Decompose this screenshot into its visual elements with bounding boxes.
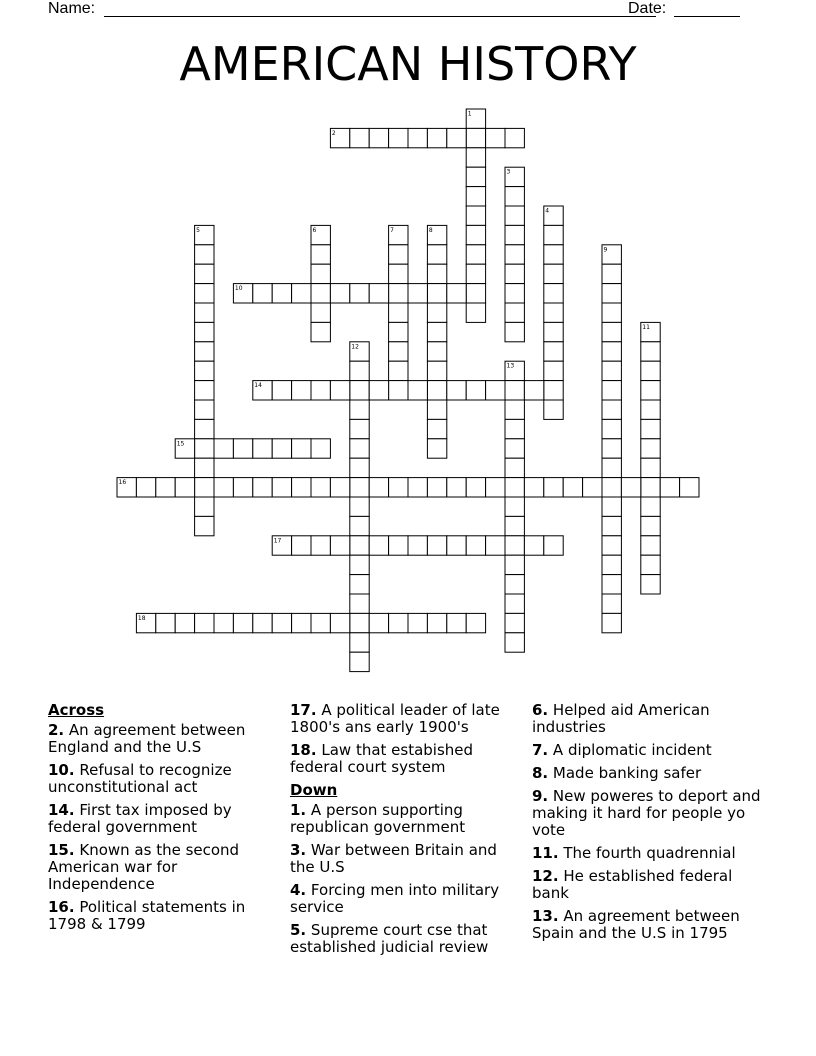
- clue-down-13: 13. An agreement between Spain and the U.S in 1795: [532, 907, 740, 942]
- page-title: AMERICAN HISTORY: [179, 37, 637, 91]
- grid-cell[interactable]: [602, 439, 621, 458]
- cell-number: 7: [390, 226, 394, 234]
- grid-cell[interactable]: [505, 225, 524, 244]
- grid-cell[interactable]: [427, 284, 446, 303]
- grid-cell[interactable]: [447, 284, 466, 303]
- grid-cell[interactable]: [602, 342, 621, 361]
- grid-cell[interactable]: [427, 381, 446, 400]
- grid-cell[interactable]: [389, 245, 408, 264]
- grid-cell[interactable]: [505, 536, 524, 555]
- grid-cell[interactable]: [350, 284, 369, 303]
- grid-cell[interactable]: [350, 361, 369, 380]
- grid-cell[interactable]: [350, 652, 369, 671]
- grid-cell[interactable]: [505, 555, 524, 574]
- grid-cell[interactable]: [389, 322, 408, 341]
- grid-cell[interactable]: [505, 361, 524, 380]
- grid-cell[interactable]: [466, 148, 485, 167]
- grid-cell[interactable]: [389, 478, 408, 497]
- grid-cell[interactable]: [350, 516, 369, 535]
- grid-cell[interactable]: [602, 478, 621, 497]
- grid-cell[interactable]: [505, 613, 524, 632]
- grid-cell[interactable]: [602, 497, 621, 516]
- grid-cell[interactable]: [233, 439, 252, 458]
- grid-cell[interactable]: [524, 536, 543, 555]
- cell-number: 3: [506, 168, 511, 176]
- header: [48, 0, 748, 22]
- grid-cell[interactable]: [505, 167, 524, 186]
- grid-cell[interactable]: [641, 419, 660, 438]
- grid-cell[interactable]: [641, 439, 660, 458]
- grid-cell[interactable]: [641, 497, 660, 516]
- grid-cell[interactable]: [427, 613, 446, 632]
- grid-cell[interactable]: [233, 284, 252, 303]
- grid-cell[interactable]: [660, 478, 679, 497]
- across-heading: Across: [48, 701, 105, 719]
- clue-down-3: 3. War between Britain and the U.S: [290, 841, 497, 876]
- grid-cell[interactable]: [602, 381, 621, 400]
- grid-cell[interactable]: [253, 381, 272, 400]
- grid-cell[interactable]: [602, 516, 621, 535]
- grid-cell[interactable]: [427, 342, 446, 361]
- grid-cell[interactable]: [272, 478, 291, 497]
- grid-cell[interactable]: [311, 303, 330, 322]
- grid-cell[interactable]: [524, 381, 543, 400]
- grid-cell[interactable]: [447, 613, 466, 632]
- grid-cell[interactable]: [486, 381, 505, 400]
- grid-cell[interactable]: [466, 613, 485, 632]
- grid-cell[interactable]: [641, 322, 660, 341]
- grid-cell[interactable]: [350, 400, 369, 419]
- grid-cell[interactable]: [330, 381, 349, 400]
- grid-cell[interactable]: [369, 284, 388, 303]
- grid-cell[interactable]: [389, 361, 408, 380]
- grid-cell[interactable]: [466, 284, 485, 303]
- grid-cell[interactable]: [641, 381, 660, 400]
- grid-cell[interactable]: [195, 381, 214, 400]
- grid-cell[interactable]: [311, 245, 330, 264]
- grid-cell[interactable]: [350, 555, 369, 574]
- grid-cell[interactable]: [505, 419, 524, 438]
- grid-cell[interactable]: [350, 458, 369, 477]
- cell-number: 5: [196, 226, 200, 234]
- grid-cell[interactable]: [466, 264, 485, 283]
- grid-cell[interactable]: [408, 284, 427, 303]
- grid-cell[interactable]: [641, 516, 660, 535]
- grid-cell[interactable]: [350, 342, 369, 361]
- grid-cell[interactable]: [466, 109, 485, 128]
- grid-cell[interactable]: [311, 322, 330, 341]
- grid-cell[interactable]: [680, 478, 699, 497]
- grid-cell[interactable]: [544, 206, 563, 225]
- grid-cell[interactable]: [602, 536, 621, 555]
- grid-cell[interactable]: [602, 245, 621, 264]
- grid-cell[interactable]: [330, 284, 349, 303]
- grid-cell[interactable]: [544, 342, 563, 361]
- grid-cell[interactable]: [350, 478, 369, 497]
- clue-across-18: 18. Law that estabished federal court system: [290, 741, 474, 776]
- cell-number: 1: [467, 110, 472, 118]
- grid-cell[interactable]: [136, 613, 155, 632]
- grid-cell[interactable]: [195, 342, 214, 361]
- grid-cell[interactable]: [350, 128, 369, 147]
- grid-cell[interactable]: [195, 284, 214, 303]
- grid-cell[interactable]: [466, 536, 485, 555]
- grid-cell[interactable]: [311, 613, 330, 632]
- grid-cell[interactable]: [311, 536, 330, 555]
- grid-cell[interactable]: [563, 478, 582, 497]
- grid-cell[interactable]: [505, 478, 524, 497]
- grid-cell[interactable]: [602, 284, 621, 303]
- grid-cell[interactable]: [389, 613, 408, 632]
- grid-cell[interactable]: [486, 478, 505, 497]
- grid-cell[interactable]: [602, 458, 621, 477]
- grid-cell[interactable]: [602, 575, 621, 594]
- grid-cell[interactable]: [350, 594, 369, 613]
- clue-down-11: 11. The fourth quadrennial: [532, 844, 736, 862]
- grid-cell[interactable]: [466, 128, 485, 147]
- clue-down-6: 6. Helped aid American industries: [532, 701, 710, 736]
- grid-cell[interactable]: [602, 322, 621, 341]
- grid-cell[interactable]: [233, 613, 252, 632]
- grid-cell[interactable]: [214, 439, 233, 458]
- grid-cell[interactable]: [427, 225, 446, 244]
- grid-cell[interactable]: [505, 458, 524, 477]
- grid-cell[interactable]: [505, 516, 524, 535]
- grid-cell[interactable]: [253, 613, 272, 632]
- grid-cell[interactable]: [505, 284, 524, 303]
- grid-cell[interactable]: [544, 381, 563, 400]
- grid-cell[interactable]: [583, 478, 602, 497]
- grid-cell[interactable]: [466, 478, 485, 497]
- grid-cell[interactable]: [350, 381, 369, 400]
- grid-cell[interactable]: [369, 536, 388, 555]
- grid-cell[interactable]: [641, 400, 660, 419]
- grid-cell[interactable]: [427, 322, 446, 341]
- grid-cell[interactable]: [408, 536, 427, 555]
- grid-cell[interactable]: [466, 206, 485, 225]
- grid-cell[interactable]: [544, 361, 563, 380]
- grid-cell[interactable]: [350, 536, 369, 555]
- grid-cell[interactable]: [486, 128, 505, 147]
- grid-cell[interactable]: [427, 419, 446, 438]
- grid-cell[interactable]: [505, 594, 524, 613]
- grid-cell[interactable]: [195, 225, 214, 244]
- grid-cell[interactable]: [427, 400, 446, 419]
- clue-across-15: 15. Known as the second American war for Independence: [48, 841, 240, 893]
- grid-cell[interactable]: [389, 342, 408, 361]
- grid-cell[interactable]: [427, 264, 446, 283]
- clue-down-4: 4. Forcing men into military service: [290, 881, 500, 916]
- grid-cell[interactable]: [311, 381, 330, 400]
- grid-cell[interactable]: [641, 575, 660, 594]
- grid-cell[interactable]: [427, 439, 446, 458]
- grid-cell[interactable]: [311, 478, 330, 497]
- grid-cell[interactable]: [195, 400, 214, 419]
- grid-cell[interactable]: [369, 478, 388, 497]
- clue-down-9: 9. New poweres to deport and making it hard for people yo vote: [532, 787, 761, 839]
- grid-cell[interactable]: [156, 613, 175, 632]
- clue-across-16: 16. Political statements in 1798 & 1799: [48, 898, 246, 933]
- grid-cell[interactable]: [311, 439, 330, 458]
- name-line[interactable]: [104, 16, 656, 17]
- grid-cell[interactable]: [389, 536, 408, 555]
- grid-cell[interactable]: [466, 381, 485, 400]
- grid-cell[interactable]: [602, 419, 621, 438]
- grid-cell[interactable]: [602, 613, 621, 632]
- grid-cell[interactable]: [427, 478, 446, 497]
- grid-cell[interactable]: [389, 284, 408, 303]
- grid-cell[interactable]: [389, 264, 408, 283]
- grid-cell[interactable]: [544, 264, 563, 283]
- grid-cell[interactable]: [544, 536, 563, 555]
- grid-cell[interactable]: [641, 536, 660, 555]
- grid-cell[interactable]: [544, 478, 563, 497]
- grid-cell[interactable]: [466, 303, 485, 322]
- grid-cell[interactable]: [311, 264, 330, 283]
- grid-cell[interactable]: [505, 633, 524, 652]
- grid-cell[interactable]: [350, 439, 369, 458]
- grid-cell[interactable]: [253, 478, 272, 497]
- grid-cell[interactable]: [621, 478, 640, 497]
- grid-cell[interactable]: [272, 439, 291, 458]
- grid-cell[interactable]: [369, 613, 388, 632]
- grid-cell[interactable]: [408, 613, 427, 632]
- grid-cell[interactable]: [447, 128, 466, 147]
- grid-cell[interactable]: [602, 400, 621, 419]
- grid-cell[interactable]: [641, 458, 660, 477]
- grid-cell[interactable]: [195, 419, 214, 438]
- clue-across-2: 2. An agreement between England and the U.S: [48, 721, 246, 756]
- grid-cell[interactable]: [195, 264, 214, 283]
- grid-cell[interactable]: [641, 342, 660, 361]
- grid-cell[interactable]: [486, 536, 505, 555]
- clue-down-7: 7. A diplomatic incident: [532, 741, 712, 759]
- grid-cell[interactable]: [427, 128, 446, 147]
- down-heading: Down: [290, 781, 338, 799]
- grid-cell[interactable]: [330, 536, 349, 555]
- grid-cell[interactable]: [505, 206, 524, 225]
- cell-number: 4: [545, 207, 550, 215]
- date-label: Date:: [628, 0, 667, 17]
- grid-cell[interactable]: [505, 439, 524, 458]
- grid-cell[interactable]: [389, 128, 408, 147]
- grid-cell[interactable]: [175, 613, 194, 632]
- grid-cell[interactable]: [292, 478, 311, 497]
- cell-number: 9: [603, 246, 608, 254]
- grid-cell[interactable]: [195, 303, 214, 322]
- cell-number: 12: [351, 343, 359, 351]
- grid-cell[interactable]: [369, 381, 388, 400]
- clue-across-10: 10. Refusal to recognize unconstitutional act: [48, 761, 232, 796]
- grid-cell[interactable]: [427, 536, 446, 555]
- clue-down-8: 8. Made banking safer: [532, 764, 702, 782]
- grid-cell[interactable]: [544, 284, 563, 303]
- grid-cell[interactable]: [505, 400, 524, 419]
- grid-cell[interactable]: [350, 419, 369, 438]
- grid-cell[interactable]: [330, 128, 349, 147]
- grid-cell[interactable]: [330, 478, 349, 497]
- grid-cell[interactable]: [505, 264, 524, 283]
- grid-cell[interactable]: [641, 478, 660, 497]
- clues-column-3: [532, 702, 768, 948]
- grid-cell[interactable]: [602, 303, 621, 322]
- grid-cell[interactable]: [505, 303, 524, 322]
- grid-cell[interactable]: [272, 613, 291, 632]
- grid-cell[interactable]: [389, 381, 408, 400]
- grid-cell[interactable]: [466, 245, 485, 264]
- grid-cell[interactable]: [350, 575, 369, 594]
- cell-number: 6: [312, 226, 317, 234]
- grid-cell[interactable]: [214, 478, 233, 497]
- grid-cell[interactable]: [466, 225, 485, 244]
- grid-cell[interactable]: [544, 322, 563, 341]
- grid-cell[interactable]: [272, 284, 291, 303]
- grid-cell[interactable]: [253, 439, 272, 458]
- cell-number: 2: [331, 129, 336, 137]
- grid-cell[interactable]: [195, 516, 214, 535]
- grid-cell[interactable]: [408, 381, 427, 400]
- grid-cell[interactable]: [195, 439, 214, 458]
- cell-number: 16: [118, 479, 127, 487]
- cell-number: 14: [254, 382, 262, 390]
- grid-cell[interactable]: [389, 303, 408, 322]
- grid-cell[interactable]: [602, 361, 621, 380]
- grid-cell[interactable]: [544, 400, 563, 419]
- grid-cell[interactable]: [389, 225, 408, 244]
- grid-cell[interactable]: [175, 439, 194, 458]
- grid-cell[interactable]: [466, 187, 485, 206]
- grid-cell[interactable]: [505, 381, 524, 400]
- grid-cell[interactable]: [253, 284, 272, 303]
- grid-cell[interactable]: [641, 555, 660, 574]
- cell-number: 11: [642, 323, 650, 331]
- grid-cell[interactable]: [175, 478, 194, 497]
- grid-cell[interactable]: [427, 245, 446, 264]
- grid-cell[interactable]: [214, 613, 233, 632]
- grid-cell[interactable]: [195, 478, 214, 497]
- date-line[interactable]: [674, 16, 740, 17]
- clue-down-5: 5. Supreme court cse that established judicial review: [290, 921, 489, 956]
- grid-cell[interactable]: [292, 536, 311, 555]
- grid-cell[interactable]: [350, 497, 369, 516]
- grid-cell[interactable]: [524, 478, 543, 497]
- grid-cell[interactable]: [369, 128, 388, 147]
- grid-cell[interactable]: [195, 322, 214, 341]
- grid-cell[interactable]: [602, 594, 621, 613]
- grid-cell[interactable]: [466, 167, 485, 186]
- clues-column-2: [290, 702, 516, 962]
- clue-down-1: 1. A person supporting republican government: [290, 801, 466, 836]
- grid-cell[interactable]: [156, 478, 175, 497]
- grid-cell[interactable]: [602, 264, 621, 283]
- grid-cell[interactable]: [505, 322, 524, 341]
- grid-cell[interactable]: [195, 458, 214, 477]
- grid-cell[interactable]: [505, 245, 524, 264]
- clue-across-14: 14. First tax imposed by federal government: [48, 801, 232, 836]
- grid-cell[interactable]: [544, 225, 563, 244]
- grid-cell[interactable]: [350, 633, 369, 652]
- cell-number: 15: [176, 440, 185, 448]
- grid-cell[interactable]: [117, 478, 136, 497]
- grid-cell[interactable]: [641, 361, 660, 380]
- cell-number: 10: [234, 285, 243, 293]
- grid-cell[interactable]: [350, 613, 369, 632]
- name-label: Name:: [48, 0, 96, 17]
- grid-cell[interactable]: [447, 478, 466, 497]
- clue-down-12: 12. He established federal bank: [532, 867, 733, 902]
- grid-cell[interactable]: [292, 381, 311, 400]
- grid-cell[interactable]: [195, 613, 214, 632]
- grid-cell[interactable]: [544, 245, 563, 264]
- grid-cell[interactable]: [292, 439, 311, 458]
- grid-cell[interactable]: [427, 361, 446, 380]
- grid-cell[interactable]: [427, 303, 446, 322]
- grid-cell[interactable]: [505, 187, 524, 206]
- grid-cell[interactable]: [136, 478, 155, 497]
- clues-column-1: [48, 702, 268, 939]
- grid-cell[interactable]: [544, 303, 563, 322]
- clue-across-17: 17. A political leader of late 1800's ans early 1900's: [290, 701, 500, 736]
- grid-cell[interactable]: [311, 284, 330, 303]
- grid-cell[interactable]: [195, 497, 214, 516]
- grid-cell[interactable]: [195, 245, 214, 264]
- grid-cell[interactable]: [311, 225, 330, 244]
- grid-cell[interactable]: [292, 613, 311, 632]
- grid-cell[interactable]: [505, 497, 524, 516]
- grid-cell[interactable]: [408, 128, 427, 147]
- grid-cell[interactable]: [195, 361, 214, 380]
- grid-cell[interactable]: [233, 478, 252, 497]
- cell-number: 13: [506, 362, 515, 370]
- grid-cell[interactable]: [602, 555, 621, 574]
- grid-cell[interactable]: [505, 128, 524, 147]
- grid-cell[interactable]: [447, 536, 466, 555]
- grid-cell[interactable]: [447, 381, 466, 400]
- grid-cell[interactable]: [408, 478, 427, 497]
- grid-cell[interactable]: [505, 575, 524, 594]
- cell-number: 17: [273, 537, 282, 545]
- cell-number: 8: [428, 226, 433, 234]
- cell-number: 18: [137, 614, 146, 622]
- grid-cell[interactable]: [272, 381, 291, 400]
- grid-cell[interactable]: [272, 536, 291, 555]
- grid-cell[interactable]: [292, 284, 311, 303]
- grid-cell[interactable]: [330, 613, 349, 632]
